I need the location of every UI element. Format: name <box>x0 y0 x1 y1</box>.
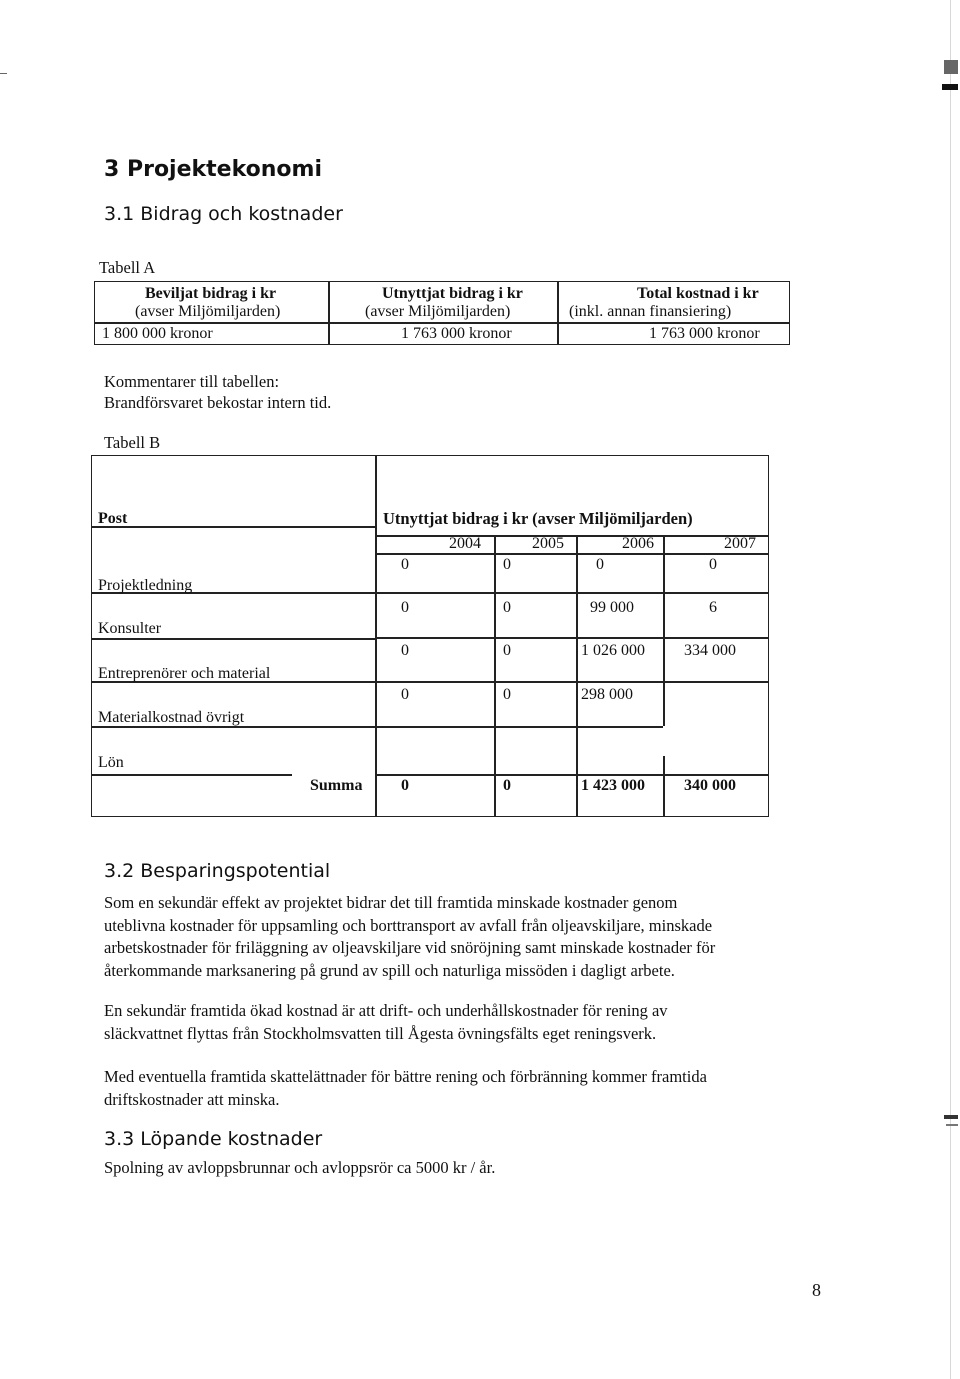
paragraph-4: Spolning av avloppsbrunnar och avloppsrör ca 5000 kr / år. <box>104 1158 496 1177</box>
paragraph-line: En sekundär framtida ökad kostnad är att drift- och underhållskostnader för rening av <box>104 1001 668 1020</box>
table-b-post-header: Post <box>98 510 128 527</box>
table-b-cell: 0 <box>401 599 409 616</box>
table-b-year-2004: 2004 <box>449 535 481 552</box>
table-b-sum-cell: 0 <box>503 777 511 794</box>
paragraph-line: driftskostnader att minska. <box>104 1089 280 1109</box>
scan-edge <box>938 0 960 1379</box>
table-b-row-label: Lön <box>98 754 124 771</box>
table-a-comment-heading: Kommentarer till tabellen: <box>104 372 280 391</box>
table-a-header-3-line2: (inkl. annan finansiering) <box>569 303 732 320</box>
paragraph-line: Som en sekundär effekt av projektet bidrar det till framtida minskade kostnader genom <box>104 893 678 912</box>
subsection-title-3-2: 3.2 Besparingspotential <box>104 860 331 882</box>
table-b-cell: 0 <box>401 686 409 703</box>
table-b-cell: 0 <box>401 642 409 659</box>
table-b-cell: 0 <box>503 599 511 616</box>
table-b-row-label: Projektledning <box>98 577 193 594</box>
scan-mark-left <box>0 73 7 74</box>
paragraph-3 <box>104 1066 707 1111</box>
table-b-cell: 298 000 <box>581 686 633 703</box>
table-b-cell: 0 <box>401 556 409 573</box>
paragraph-line: Med eventuella framtida skattelättnader för bättre rening och förbränning kommer framtida <box>104 1067 707 1086</box>
table-b-cell: 0 <box>503 556 511 573</box>
table-b <box>91 455 769 817</box>
section-title: 3 Projektekonomi <box>104 157 322 182</box>
table-b-sum-cell: 0 <box>401 777 409 794</box>
table-a-header-3-line1: Total kostnad i kr <box>637 285 759 302</box>
table-b-year-2006: 2006 <box>622 535 654 552</box>
table-b-cell: 0 <box>503 686 511 703</box>
page-number: 8 <box>812 1280 821 1300</box>
table-a <box>94 281 790 345</box>
subsection-title-3-3: 3.3 Löpande kostnader <box>104 1128 323 1150</box>
table-b-cell: 0 <box>503 642 511 659</box>
table-b-cell: 0 <box>709 556 717 573</box>
table-b-year-2007: 2007 <box>724 535 756 552</box>
table-b-cell: 334 000 <box>684 642 736 659</box>
subsection-title-3-1: 3.1 Bidrag och kostnader <box>104 203 343 225</box>
table-b-row-label: Konsulter <box>98 620 162 637</box>
paragraph-line: återkommande marksanering på grund av spill och naturliga missöden i dagligt arbete. <box>104 960 675 980</box>
table-a-header-2-line2: (avser Miljömiljarden) <box>365 303 511 320</box>
table-b-cell: 99 000 <box>590 599 634 616</box>
table-a-caption: Tabell A <box>99 258 156 277</box>
table-b-row-label: Entreprenörer och material <box>98 665 271 682</box>
table-b-group-header: Utnyttjat bidrag i kr (avser Miljömiljarden) <box>383 509 693 528</box>
table-b-cell: 1 026 000 <box>581 642 645 659</box>
table-b-caption: Tabell B <box>104 433 161 452</box>
paragraph-line: arbetskostnader för friläggning av oljeavskiljare vid snöröjning samt minskade kostnader för <box>104 938 716 957</box>
table-a-value-1: 1 800 000 kronor <box>102 325 213 342</box>
paragraph-2 <box>104 1000 668 1045</box>
table-b-sum-label: Summa <box>310 777 363 794</box>
paragraph-line: uteblivna kostnader för uppsamling och borttransport av avfall från oljeavskiljare, minskade <box>104 915 713 935</box>
table-a-header-2-line1: Utnyttjat bidrag i kr <box>382 285 523 302</box>
table-a-value-3: 1 763 000 kronor <box>649 325 760 342</box>
table-b-cell: 6 <box>709 599 717 616</box>
table-b-sum-cell: 1 423 000 <box>581 777 645 794</box>
table-a-comment-text: Brandförsvaret bekostar intern tid. <box>104 393 332 412</box>
table-b-cell: 0 <box>596 556 604 573</box>
paragraph-line: släckvattnet flyttas från Stockholmsvatten till Ågesta övningsfälts eget reningsverk. <box>104 1023 657 1043</box>
table-a-value-2: 1 763 000 kronor <box>401 325 512 342</box>
table-b-row-label: Materialkostnad övrigt <box>98 709 245 726</box>
table-b-year-2005: 2005 <box>532 535 564 552</box>
paragraph-1 <box>104 892 715 982</box>
table-a-header-1-line2: (avser Miljömiljarden) <box>135 303 281 320</box>
table-a-header-1-line1: Beviljat bidrag i kr <box>145 285 277 302</box>
table-b-sum-cell: 340 000 <box>684 777 736 794</box>
